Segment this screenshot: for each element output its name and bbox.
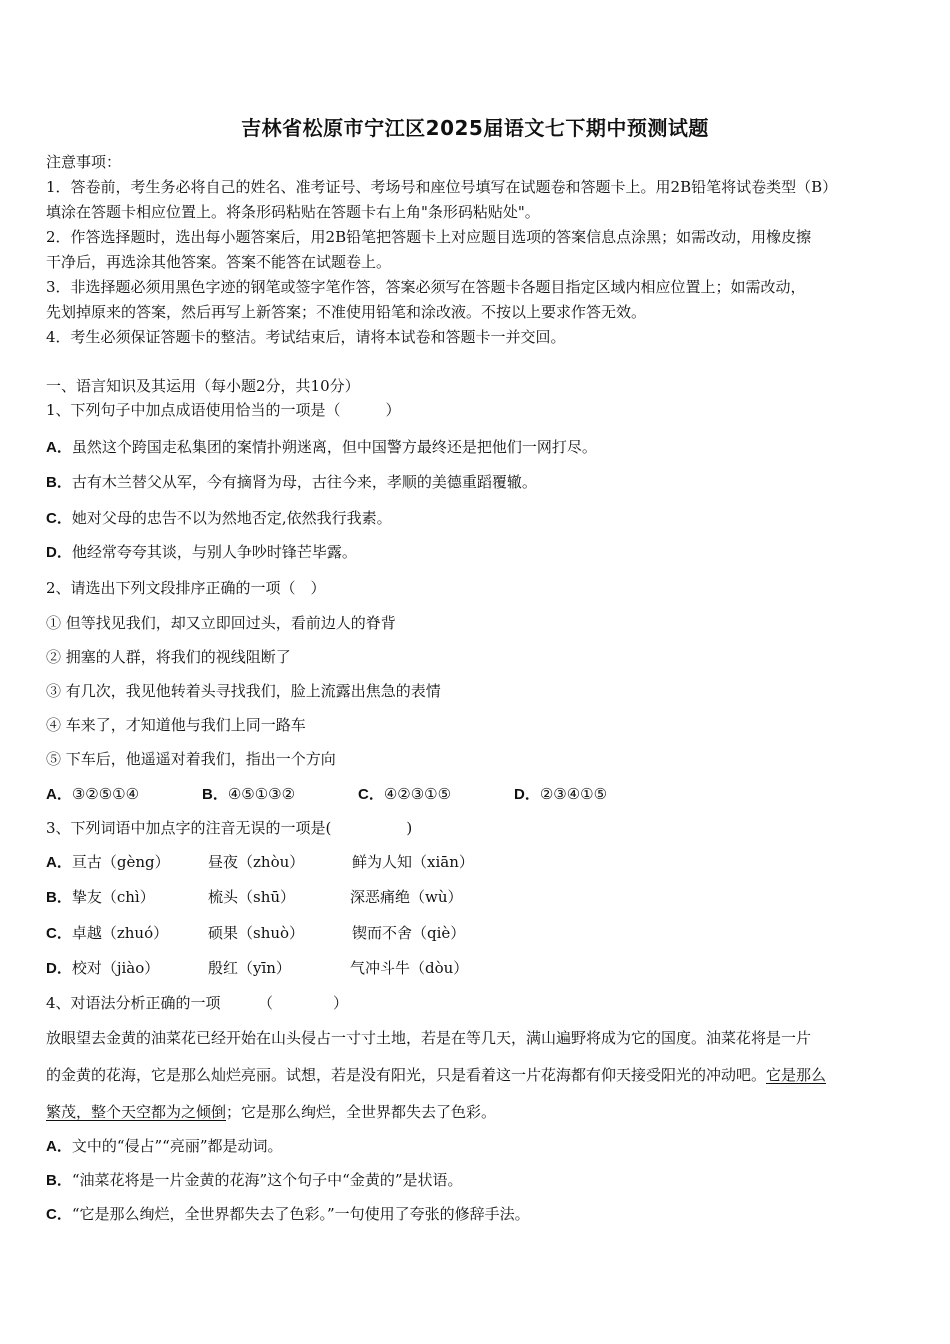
- row-word-2: 硕果（shuò）: [208, 924, 305, 942]
- option-text: 文中的“侵占”“亮丽”都是动词。: [71, 1137, 283, 1155]
- option-label: C．: [46, 1206, 72, 1223]
- option-c: [358, 784, 451, 805]
- question-2-stem: 2、请选出下列文段排序正确的一项（ ）: [46, 579, 326, 597]
- passage-text: ；它是那么绚烂，全世界都失去了色彩。: [226, 1103, 497, 1121]
- option-label: B．: [46, 1172, 72, 1189]
- option-text: “油菜花将是一片金黄的花海”这个句子中“金黄的”是状语。: [71, 1171, 463, 1189]
- passage-text: 的金黄的花海，它是那么灿烂亮丽。试想，若是没有阳光，只是看着这一片花海都有仰天接受阳光的冲动吧。: [46, 1066, 767, 1084]
- notice-line: 4．考生必须保证答题卡的整洁。考试结束后，请将本试卷和答题卡一并交回。: [46, 328, 566, 346]
- question-1-option-a: [46, 437, 910, 458]
- option-a: [46, 784, 139, 805]
- row-word-2: 殷红（yīn）: [208, 959, 291, 977]
- notice-line: 填涂在答题卡相应位置上。将条形码粘贴在答题卡右上角"条形码粘贴处"。: [46, 203, 540, 221]
- notice-line: 1．答卷前，考生务必将自己的姓名、准考证号、考场号和座位号填写在试题卷和答题卡上。用2B铅笔将试卷类型（B）: [46, 178, 838, 196]
- passage-underlined-text: 繁茂，整个天空都为之倾倒: [46, 1103, 227, 1121]
- passage-underlined-text: 它是那么: [766, 1066, 827, 1084]
- question-4-option-a: [46, 1136, 910, 1157]
- question-4-passage-line: [46, 1102, 910, 1122]
- option-label: D．: [514, 786, 540, 803]
- question-3-stem: 3、下列词语中加点字的注音无误的一项是( ): [46, 819, 413, 837]
- row-label: C．卓越（zhuó）: [46, 924, 169, 942]
- question-2-item: ② 拥塞的人群，将我们的视线阻断了: [46, 648, 291, 666]
- option-text: 虽然这个跨国走私集团的案情扑朔迷离，但中国警方最终还是把他们一网打尽。: [71, 438, 597, 456]
- question-2-item: ④ 车来了，才知道他与我们上同一路车: [46, 716, 306, 734]
- notice-line: 干净后，再选涂其他答案。答案不能答在试题卷上。: [46, 253, 392, 271]
- option-text: ④⑤①③②: [227, 785, 296, 803]
- question-2-item: ① 但等找见我们，却又立即回过头，看前边人的脊背: [46, 614, 396, 632]
- question-2-item: ③ 有几次，我见他转着头寻找我们，脸上流露出焦急的表情: [46, 682, 441, 700]
- option-label: B．: [202, 786, 228, 803]
- option-label: A．: [46, 439, 72, 456]
- question-1-option-d: [46, 542, 910, 563]
- question-4-stem: 4、对语法分析正确的一项 （ ）: [46, 994, 349, 1012]
- option-label: A．: [46, 1138, 72, 1155]
- option-text: ②③④①⑤: [539, 785, 608, 803]
- option-b: [202, 784, 295, 805]
- row-word-3: 深恶痛绝（wù）: [350, 888, 463, 906]
- section-heading: 一、语言知识及其运用（每小题2分，共10分）: [46, 377, 360, 395]
- row-word-2: 梳头（shū）: [208, 888, 296, 906]
- notice-line: 3．非选择题必须用黑色字迹的钢笔或签字笔作答，答案必须写在答题卡各题目指定区域内相应位置上；如需改动，: [46, 278, 806, 296]
- option-text: 古有木兰替父从军，今有摘肾为母，古往今来，孝顺的美德重蹈覆辙。: [71, 473, 537, 491]
- option-label: C．: [46, 510, 72, 527]
- question-4-passage-line: [46, 1065, 910, 1085]
- row-word-3: 气冲斗牛（dòu）: [350, 959, 469, 977]
- option-label: A．: [46, 786, 72, 803]
- option-label: C．: [358, 786, 384, 803]
- notice-line: 2．作答选择题时，选出每小题答案后，用2B铅笔把答题卡上对应题目选项的答案信息点涂黑；如需改动，用橡皮擦: [46, 228, 812, 246]
- option-text: ④②③①⑤: [383, 785, 452, 803]
- question-1-stem: 1、下列句子中加点成语使用恰当的一项是（ ）: [46, 401, 401, 419]
- notice-line: 先划掉原来的答案，然后再写上新答案；不准使用铅笔和涂改液。不按以上要求作答无效。: [46, 303, 647, 321]
- question-4-passage-line: 放眼望去金黄的油菜花已经开始在山头侵占一寸寸土地，若是在等几天，满山遍野将成为它的国度。油菜花将是一片: [46, 1029, 812, 1047]
- option-text: ③②⑤①④: [71, 785, 140, 803]
- option-text: 他经常夸夸其谈，与别人争吵时锋芒毕露。: [71, 543, 357, 561]
- question-4-option-c: [46, 1204, 910, 1225]
- question-4-option-b: [46, 1170, 910, 1191]
- row-label: B．挚友（chì）: [46, 888, 155, 906]
- option-text: “它是那么绚烂，全世界都失去了色彩。”一句使用了夸张的修辞手法。: [71, 1205, 530, 1223]
- notice-heading: 注意事项：: [46, 153, 122, 171]
- page-title: 吉林省松原市宁江区2025届语文七下期中预测试题: [241, 116, 709, 140]
- row-word-2: 昼夜（zhòu）: [208, 853, 305, 871]
- question-2-item: ⑤ 下车后，他遥遥对着我们，指出一个方向: [46, 750, 336, 768]
- row-word-3: 鲜为人知（xiān）: [352, 853, 474, 871]
- question-1-option-c: [46, 508, 910, 529]
- option-label: D．: [46, 544, 72, 561]
- option-text: 她对父母的忠告不以为然地否定,依然我行我素。: [71, 509, 392, 527]
- option-d: [514, 784, 607, 805]
- row-word-3: 锲而不舍（qiè）: [352, 924, 466, 942]
- row-label: A．亘古（gèng）: [46, 853, 170, 871]
- row-label: D．校对（jiào）: [46, 959, 160, 977]
- option-label: B．: [46, 474, 72, 491]
- question-1-option-b: [46, 472, 910, 493]
